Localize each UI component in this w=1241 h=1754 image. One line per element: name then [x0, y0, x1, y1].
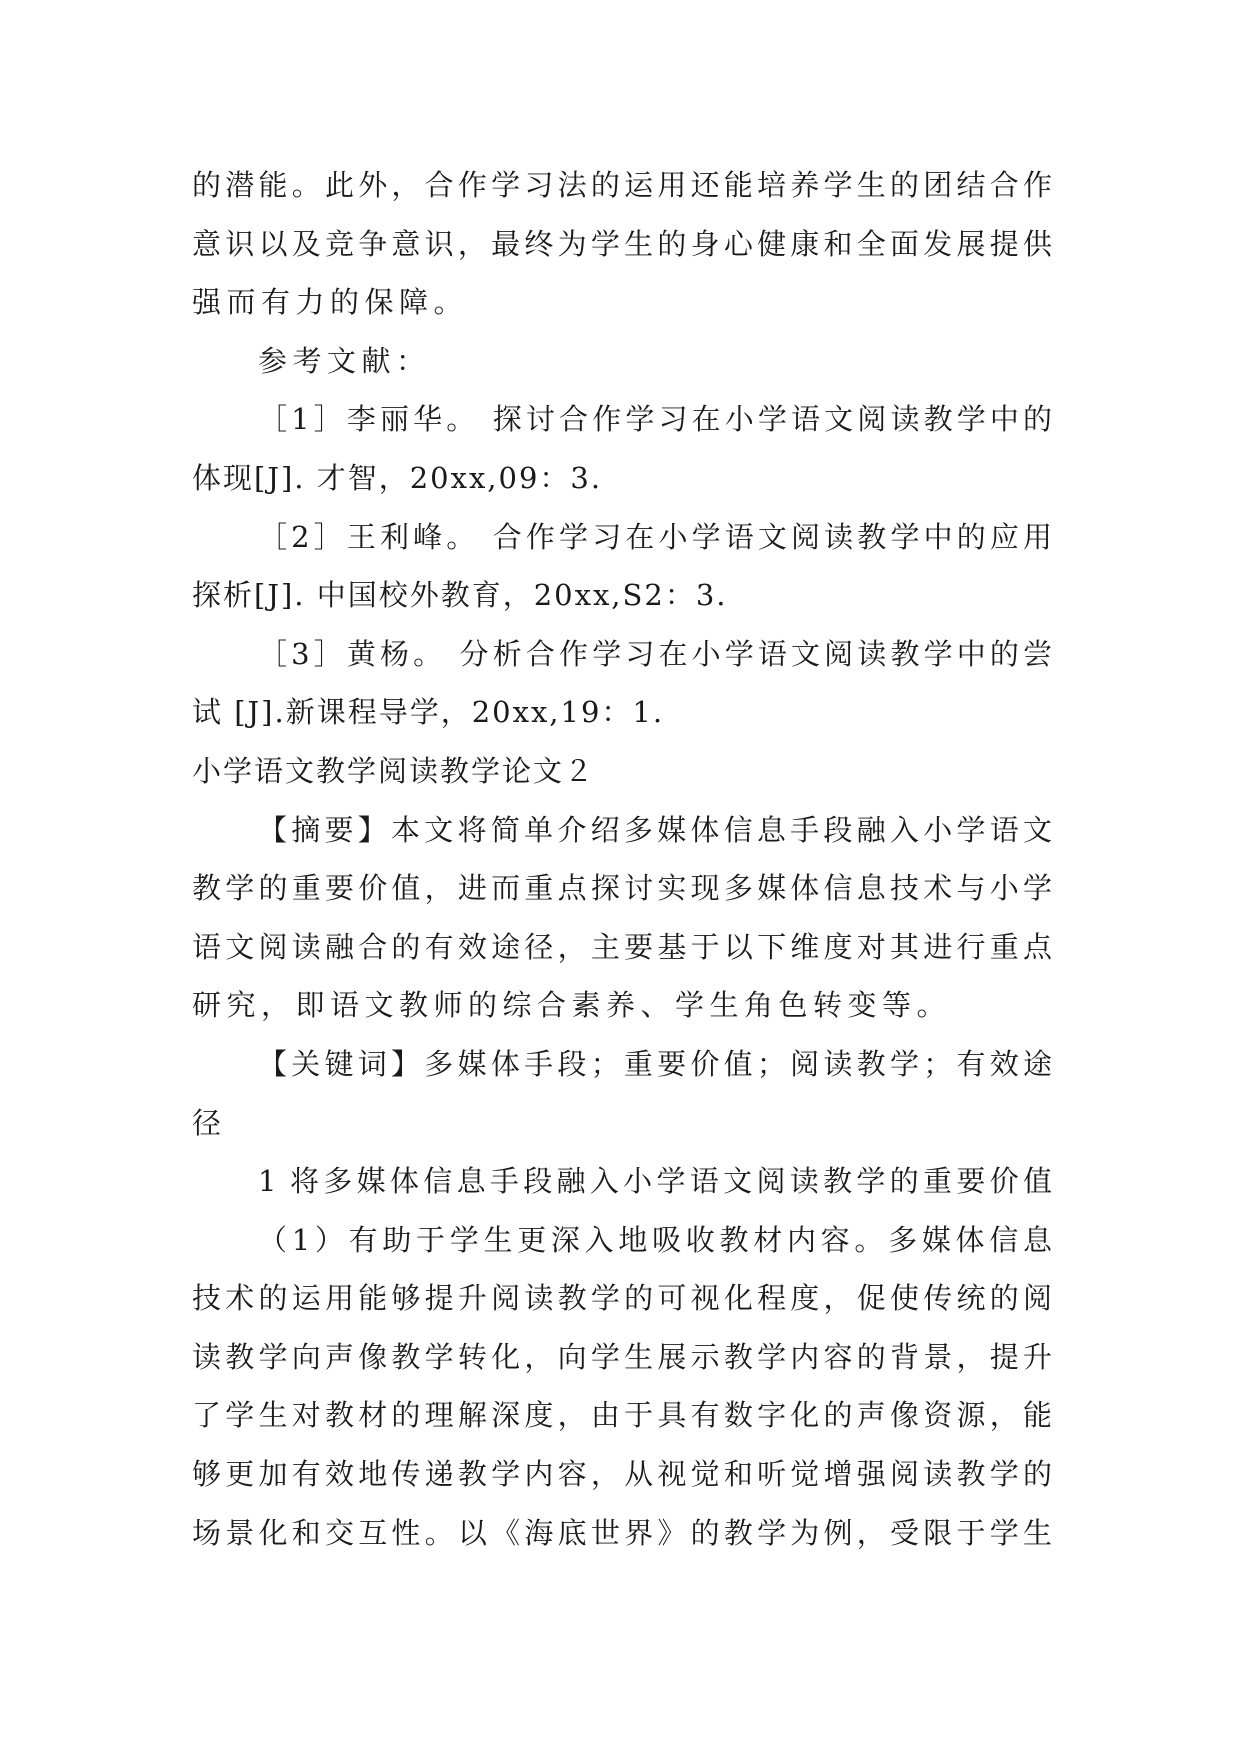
- references-heading: 参考文献：: [258, 343, 431, 378]
- paragraph-line: 技术的运用能够提升阅读教学的可视化程度，促使传统的阅: [192, 1281, 1052, 1316]
- paragraph-line: 够更加有效地传递教学内容，从视觉和听觉增强阅读教学的: [192, 1457, 1052, 1492]
- paragraph-line: 读教学向声像教学转化，向学生展示教学内容的背景，提升: [192, 1339, 1052, 1374]
- section-heading: 1 将多媒体信息手段融入小学语文阅读教学的重要价值: [258, 1164, 1052, 1199]
- paragraph-line: （1）有助于学生更深入地吸收教材内容。多媒体信息: [258, 1222, 1052, 1257]
- reference-item: ［1］李丽华。 探讨合作学习在小学语文阅读教学中的: [258, 402, 1052, 437]
- reference-item: 探析[J]. 中国校外教育，20xx,S2：3.: [192, 578, 728, 613]
- paragraph-line: 强而有力的保障。: [192, 285, 469, 320]
- article-title: 小学语文教学阅读教学论文２: [192, 753, 596, 788]
- reference-item: 体现[J]. 才智，20xx,09：3.: [192, 460, 603, 495]
- reference-item: ［2］王利峰。 合作学习在小学语文阅读教学中的应用: [258, 519, 1052, 554]
- abstract-line: 【摘要】本文将简单介绍多媒体信息手段融入小学语文: [258, 812, 1052, 847]
- paragraph-line: 的潜能。此外，合作学习法的运用还能培养学生的团结合作: [192, 168, 1052, 202]
- abstract-line: 教学的重要价值，进而重点探讨实现多媒体信息技术与小学: [192, 871, 1052, 906]
- keywords-line: 【关键词】多媒体手段；重要价值；阅读教学；有效途: [258, 1046, 1052, 1081]
- paragraph-line: 场景化和交互性。以《海底世界》的教学为例，受限于学生: [192, 1515, 1052, 1550]
- reference-item: ［3］黄杨。 分析合作学习在小学语文阅读教学中的尝: [258, 636, 1052, 671]
- reference-item: 试 [J].新课程导学，20xx,19：1.: [192, 695, 665, 730]
- paragraph-line: 意识以及竞争意识，最终为学生的身心健康和全面发展提供: [192, 226, 1052, 261]
- document-page: [192, 156, 1052, 1562]
- paragraph-line: 了学生对教材的理解深度，由于具有数字化的声像资源，能: [192, 1398, 1052, 1433]
- abstract-line: 研究，即语文教师的综合素养、学生角色转变等。: [192, 988, 952, 1023]
- abstract-line: 语文阅读融合的有效途径，主要基于以下维度对其进行重点: [192, 929, 1052, 964]
- keywords-line: 径: [192, 1105, 227, 1140]
